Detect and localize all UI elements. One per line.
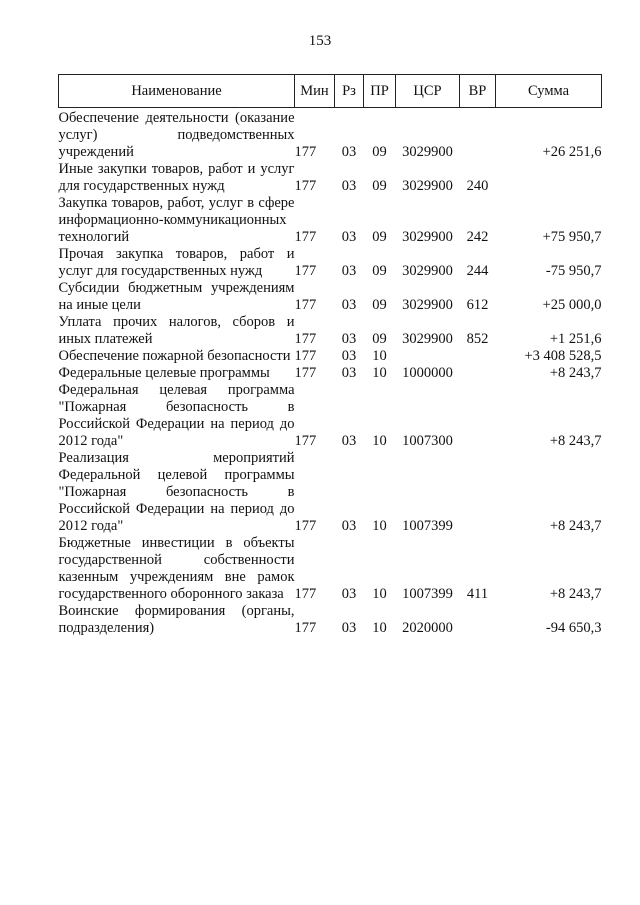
table-row bbox=[59, 161, 602, 195]
cell-min: 177 bbox=[294, 620, 317, 636]
cell-pr: 09 bbox=[372, 144, 387, 160]
cell-csr: 1007399 bbox=[402, 586, 453, 602]
cell-min: 177 bbox=[294, 263, 317, 279]
cell-pr: 10 bbox=[372, 365, 387, 381]
cell-sum: +75 950,7 bbox=[542, 229, 602, 245]
cell-min: 177 bbox=[294, 518, 317, 534]
cell-pr: 09 bbox=[372, 263, 387, 279]
table-row bbox=[59, 108, 602, 162]
cell-csr: 3029900 bbox=[402, 331, 453, 347]
cell-sum: +25 000,0 bbox=[542, 297, 602, 313]
cell-rz: 03 bbox=[341, 229, 357, 245]
cell-min: 177 bbox=[294, 144, 317, 160]
cell-name: Федеральная целевая программа "Пожарная безопасность в Российской Федерации на период до 2012 года" bbox=[58, 382, 295, 449]
header-vr: ВР bbox=[460, 75, 496, 108]
cell-csr: 3029900 bbox=[402, 178, 453, 194]
cell-min: 177 bbox=[294, 297, 317, 313]
cell-csr: 1007399 bbox=[402, 518, 453, 534]
cell-min: 177 bbox=[294, 178, 317, 194]
page-number: 153 bbox=[308, 33, 332, 49]
cell-vr: 240 bbox=[466, 178, 489, 194]
header-rz: Рз bbox=[335, 75, 364, 108]
cell-rz: 03 bbox=[341, 297, 357, 313]
budget-table bbox=[58, 74, 602, 637]
cell-csr bbox=[396, 348, 460, 365]
cell-rz: 03 bbox=[341, 263, 357, 279]
cell-rz: 03 bbox=[341, 178, 357, 194]
cell-csr: 3029900 bbox=[402, 297, 453, 313]
cell-rz: 03 bbox=[341, 331, 357, 347]
cell-name: Реализация мероприятий Федеральной целевой программы "Пожарная безопасность в Российской Федерации на период до 2012 года" bbox=[58, 450, 295, 534]
cell-rz: 03 bbox=[341, 518, 357, 534]
table-row bbox=[59, 365, 602, 382]
cell-rz: 03 bbox=[341, 586, 357, 602]
header-sum: Сумма bbox=[496, 75, 602, 108]
cell-sum: +1 251,6 bbox=[549, 331, 602, 347]
cell-vr bbox=[460, 348, 496, 365]
cell-pr: 09 bbox=[372, 297, 387, 313]
cell-sum: +26 251,6 bbox=[542, 144, 602, 160]
cell-rz: 03 bbox=[341, 348, 357, 364]
table-row bbox=[59, 246, 602, 280]
cell-rz: 03 bbox=[341, 365, 357, 381]
cell-vr: 242 bbox=[466, 229, 489, 245]
cell-sum bbox=[496, 161, 602, 195]
cell-sum: -75 950,7 bbox=[545, 263, 602, 279]
header-pr: ПР bbox=[364, 75, 396, 108]
cell-name: Бюджетные инвестиции в объекты государственной собственности казенным учреждениям вне рамок государственного оборонного заказа bbox=[58, 535, 295, 602]
table-row bbox=[59, 450, 602, 535]
cell-vr: 852 bbox=[466, 331, 489, 347]
cell-min: 177 bbox=[294, 586, 317, 602]
cell-csr: 3029900 bbox=[402, 263, 453, 279]
cell-name: Обеспечение деятельности (оказание услуг) подведомственных учреждений bbox=[58, 110, 295, 160]
cell-pr: 09 bbox=[372, 331, 387, 347]
cell-vr bbox=[460, 450, 496, 535]
cell-vr: 612 bbox=[466, 297, 489, 313]
cell-pr: 09 bbox=[372, 178, 387, 194]
cell-sum: +8 243,7 bbox=[549, 433, 602, 449]
cell-name: Субсидии бюджетным учреждениям на иные цели bbox=[58, 280, 295, 313]
cell-pr: 10 bbox=[372, 433, 387, 449]
cell-min: 177 bbox=[294, 331, 317, 347]
cell-pr: 10 bbox=[372, 348, 387, 364]
table-row bbox=[59, 535, 602, 603]
cell-sum: -94 650,3 bbox=[545, 620, 602, 636]
cell-pr: 10 bbox=[372, 620, 387, 636]
cell-csr: 2020000 bbox=[402, 620, 453, 636]
cell-vr bbox=[460, 603, 496, 637]
table-row bbox=[59, 382, 602, 450]
cell-sum: +8 243,7 bbox=[549, 586, 602, 602]
cell-vr bbox=[460, 365, 496, 382]
table-body bbox=[59, 108, 602, 638]
header-csr: ЦСР bbox=[396, 75, 460, 108]
cell-sum: +8 243,7 bbox=[549, 518, 602, 534]
cell-vr bbox=[460, 382, 496, 450]
cell-csr: 1000000 bbox=[402, 365, 453, 381]
cell-rz: 03 bbox=[341, 144, 357, 160]
table-row bbox=[59, 314, 602, 348]
cell-pr: 10 bbox=[372, 518, 387, 534]
cell-csr: 1007300 bbox=[402, 433, 453, 449]
header-min: Мин bbox=[295, 75, 335, 108]
cell-name: Федеральные целевые программы bbox=[58, 365, 270, 381]
cell-vr: 244 bbox=[466, 263, 489, 279]
cell-rz: 03 bbox=[341, 620, 357, 636]
table-row bbox=[59, 280, 602, 314]
table-header-row bbox=[59, 75, 602, 108]
table-row bbox=[59, 195, 602, 246]
header-name: Наименование bbox=[59, 75, 295, 108]
cell-pr: 10 bbox=[372, 586, 387, 602]
cell-sum: +3 408 528,5 bbox=[524, 348, 602, 364]
cell-sum: +8 243,7 bbox=[549, 365, 602, 381]
cell-name: Прочая закупка товаров, работ и услуг для государственных нужд bbox=[58, 246, 295, 279]
cell-name: Иные закупки товаров, работ и услуг для государственных нужд bbox=[58, 161, 295, 194]
cell-min: 177 bbox=[294, 433, 317, 449]
cell-vr bbox=[460, 108, 496, 162]
table-row bbox=[59, 603, 602, 637]
cell-name: Обеспечение пожарной безопасности bbox=[58, 348, 291, 364]
cell-name: Воинские формирования (органы, подразделения) bbox=[58, 603, 295, 636]
cell-min: 177 bbox=[294, 229, 317, 245]
cell-csr: 3029900 bbox=[402, 229, 453, 245]
table-row bbox=[59, 348, 602, 365]
cell-pr: 09 bbox=[372, 229, 387, 245]
cell-vr: 411 bbox=[466, 586, 489, 602]
cell-name: Закупка товаров, работ, услуг в сфере информационно-коммуникационных технологий bbox=[58, 195, 295, 245]
cell-name: Уплата прочих налогов, сборов и иных платежей bbox=[58, 314, 295, 347]
cell-rz: 03 bbox=[341, 433, 357, 449]
cell-min: 177 bbox=[294, 365, 317, 381]
cell-csr: 3029900 bbox=[402, 144, 453, 160]
cell-min: 177 bbox=[294, 348, 317, 364]
